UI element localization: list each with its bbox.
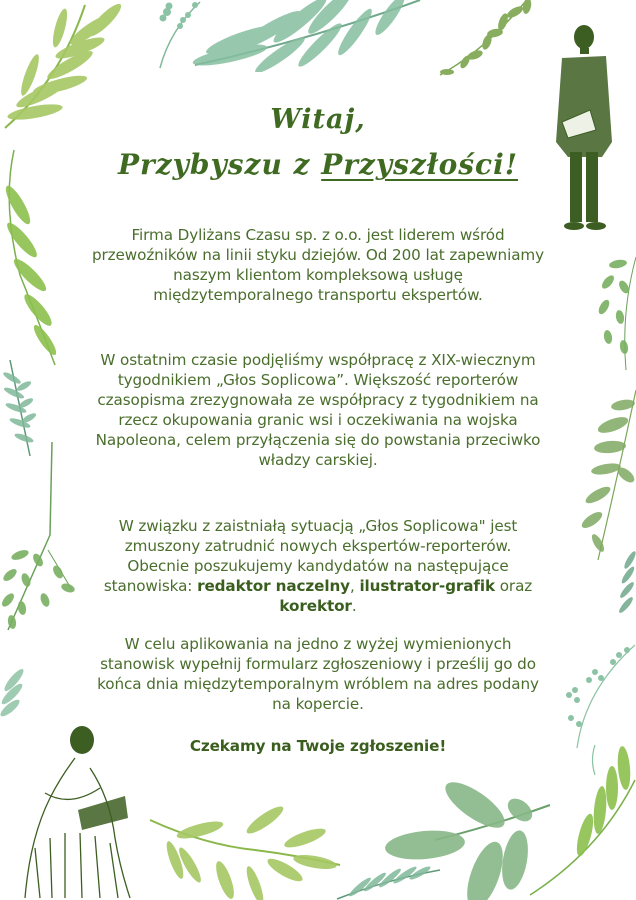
- leaf-sprig-top-right-icon: [435, 0, 535, 85]
- fern-leaf-top-center-icon: [190, 0, 430, 72]
- leaf-branch-bottom-icon: [145, 800, 345, 900]
- positions-paragraph: [92, 516, 544, 616]
- leaf-cluster-left-icon: [0, 440, 80, 640]
- leaf-branch-bottom-corner-icon: [520, 740, 636, 900]
- positions-separator: oraz: [495, 577, 533, 595]
- intro-paragraph: Firma Dyliżans Czasu sp. z o.o. jest liderem wśród przewoźników na linii styku dziejów. Od 200 lat zapewniamy naszym klientom kompleksową usługę międzytemporalnego transportu ekspertów.: [92, 226, 544, 304]
- position-editor-in-chief: redaktor naczelny: [197, 577, 350, 595]
- fern-sprig-right-icon: [555, 640, 636, 750]
- positions-intro: W związku z zaistniałą sytuacją „Głos Soplicowa" jest zmuszony zatrudnić nowych ekspertów-reporterów. Obecnie poszukujemy kandydatów na następujące stanowiska:: [103, 517, 518, 595]
- positions-end: .: [351, 597, 357, 615]
- cooperation-paragraph: W ostatnim czasie podjęliśmy współpracę z XIX-wiecznym tygodnikiem „Głos Soplicowa”. Większość reporterów czasopisma zrezygnowała ze współpracy z tygodnikiem na rzecz okupowania granic wsi i oczekiwania na wojska Napoleona, celem przyłączenia się do powstania przeciwko władzy carskiej.: [95, 351, 541, 469]
- position-illustrator: ilustrator-grafik: [359, 577, 496, 595]
- leaf-cluster-right-icon: [596, 252, 636, 372]
- leaf-branch-right-icon: [578, 385, 636, 565]
- fern-leaf-left-bottom-icon: [0, 660, 32, 720]
- fern-leaf-right-icon: [618, 545, 636, 625]
- greeting-title: Witaj,: [270, 104, 366, 135]
- position-proofreader: korektor: [279, 597, 352, 615]
- positions-separator: ,: [349, 577, 360, 595]
- closing-line: Czekamy na Twoje zgłoszenie!: [189, 737, 447, 755]
- application-paragraph: W celu aplikowania na jedno z wyżej wymienionych stanowisk wypełnij formularz zgłoszeniowy i prześlij go do końca dnia międzytemporalnym wróblem na adres podany na kopercie.: [97, 635, 539, 713]
- subtitle-part1: Przybyszu z: [117, 148, 322, 181]
- greeting-subtitle: [0, 148, 636, 181]
- subtitle-part2: Przyszłości!: [321, 148, 519, 181]
